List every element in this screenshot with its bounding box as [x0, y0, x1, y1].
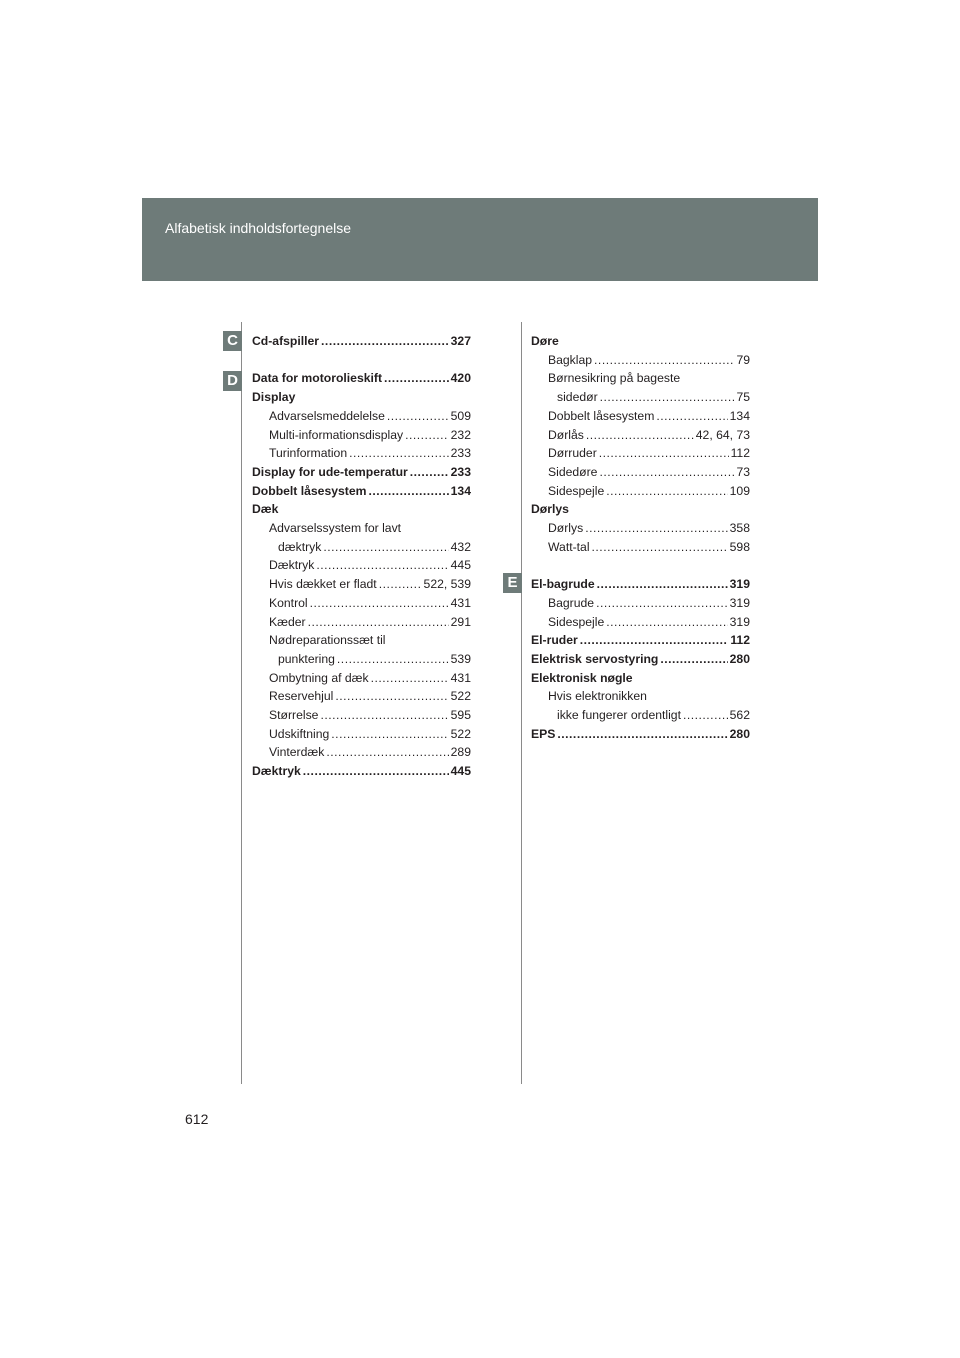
index-heading-display: Display: [252, 390, 296, 405]
index-subentry[interactable]: Hvis dækket er fladt ..... 522, 539: [252, 575, 471, 594]
index-subentry[interactable]: Sidespejle ..... 109: [531, 482, 750, 501]
right-column-divider: [521, 322, 522, 1084]
index-subentry[interactable]: Dørlys ..... 358: [531, 519, 750, 538]
index-subentry-label: Advarselssystem for lavt: [269, 521, 402, 536]
index-subentry[interactable]: Ombytning af dæk ..... 431: [252, 669, 471, 688]
index-subentry-label: Børnesikring på bageste: [548, 371, 681, 386]
index-entry-daektryk[interactable]: Dæktryk ..... 445: [252, 762, 471, 781]
index-subentry-label: Nødreparationssæt til: [269, 633, 386, 648]
index-subentry[interactable]: ikke fungerer ordentligt ..... 562: [531, 706, 750, 725]
index-subentry[interactable]: Sidedøre ..... 73: [531, 463, 750, 482]
index-heading-doere: Døre: [531, 334, 559, 348]
index-entry-dobbelt-laasesystem[interactable]: Dobbelt låsesystem ..... 134: [252, 482, 471, 501]
index-entry-eps[interactable]: EPS ..... 280: [531, 725, 750, 744]
index-subentry[interactable]: Udskiftning ..... 522: [252, 725, 471, 744]
index-heading-doerlys: Dørlys: [531, 502, 569, 517]
index-subentry[interactable]: punktering ..... 539: [252, 650, 471, 669]
index-subentry[interactable]: Advarselsmeddelelse ..... 509: [252, 407, 471, 426]
index-entry-cd-afspiller[interactable]: Cd-afspiller ..... 327: [252, 332, 471, 351]
index-subentry[interactable]: Turinformation ..... 233: [252, 444, 471, 463]
index-subentry[interactable]: Bagrude ..... 319: [531, 594, 750, 613]
index-subentry[interactable]: Dobbelt låsesystem ..... 134: [531, 407, 750, 426]
letter-tab-e: E: [503, 573, 522, 593]
index-subentry[interactable]: Dæktryk ..... 445: [252, 556, 471, 575]
section-header: [142, 198, 818, 281]
left-column-divider: [241, 322, 242, 1084]
index-subentry[interactable]: Sidespejle ..... 319: [531, 613, 750, 632]
index-subentry[interactable]: Bagklap ..... 79: [531, 351, 750, 370]
index-entry-el-ruder[interactable]: El-ruder ..... 112: [531, 631, 750, 650]
section-title: Alfabetisk indholdsfortegnelse: [165, 220, 352, 236]
index-entry-display-ude-temperatur[interactable]: Display for ude-temperatur ..... 233: [252, 463, 471, 482]
index-subentry-label: Hvis elektronikken: [548, 689, 647, 704]
index-subentry[interactable]: Vinterdæk ..... 289: [252, 743, 471, 762]
index-subentry[interactable]: Dørlås ..... 42, 64, 73: [531, 426, 750, 445]
index-column-left: [252, 332, 471, 781]
index-subentry[interactable]: Kæder ..... 291: [252, 613, 471, 632]
index-entry-elektrisk-servostyring[interactable]: Elektrisk servostyring ..... 280: [531, 650, 750, 669]
index-subentry[interactable]: Kontrol ..... 431: [252, 594, 471, 613]
index-subentry[interactable]: Dørruder ..... 112: [531, 444, 750, 463]
index-heading-daek: Dæk: [252, 502, 279, 517]
index-subentry[interactable]: Reservehjul ..... 522: [252, 687, 471, 706]
index-entry-data-motorolieskift[interactable]: Data for motorolieskift ..... 420: [252, 369, 471, 388]
index-entry-el-bagrude[interactable]: El-bagrude ..... 319: [531, 575, 750, 594]
page-number: 612: [185, 1111, 209, 1127]
letter-tab-c: C: [223, 331, 242, 351]
index-subentry[interactable]: sidedør ..... 75: [531, 388, 750, 407]
index-column-right: [531, 332, 750, 743]
index-subentry[interactable]: Watt-tal ..... 598: [531, 538, 750, 557]
index-subentry[interactable]: Multi-informationsdisplay ..... 232: [252, 426, 471, 445]
index-heading-elektronisk-noegle: Elektronisk nøgle: [531, 670, 633, 685]
letter-tab-d: D: [223, 371, 242, 391]
index-subentry[interactable]: dæktryk ..... 432: [252, 538, 471, 557]
index-subentry[interactable]: Størrelse ..... 595: [252, 706, 471, 725]
